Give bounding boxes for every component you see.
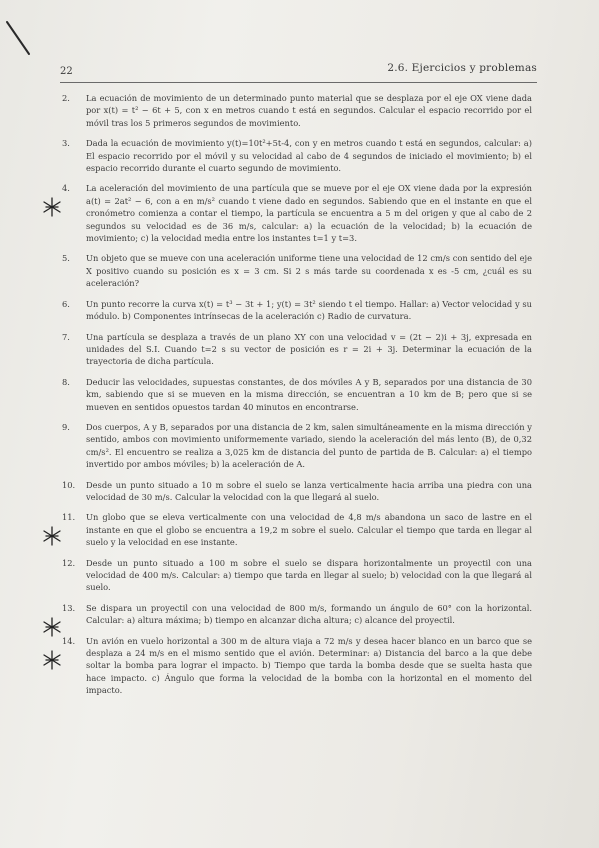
exercise-text: Dada la ecuación de movimiento y(t)=10t²+5t-4, con y en metros cuando t está en segundos, calcular: a) El espacio recorrido por el móvil y su velocidad al cabo de 4 segundos de iniciado el movimiento; b) el espacio recorrido durante el cuarto segundo de movimiento. <box>86 138 532 174</box>
exercise-item <box>62 557 532 594</box>
exercise-number: 5. <box>62 253 70 264</box>
exercise-item <box>62 137 532 174</box>
exercise-number: 8. <box>62 376 70 387</box>
star-mark-icon <box>42 525 62 547</box>
section-title: 2.6. Ejercicios y problemas <box>387 62 537 74</box>
exercise-number: 13. <box>62 602 76 613</box>
exercise-number: 3. <box>62 138 70 149</box>
exercise-number: 12. <box>62 557 76 568</box>
exercise-number: 4. <box>62 183 70 194</box>
exercise-item <box>62 421 532 471</box>
pen-stroke-mark <box>3 18 33 58</box>
exercise-item <box>62 511 532 548</box>
star-mark-icon <box>42 616 62 638</box>
exercise-number: 6. <box>62 298 70 309</box>
exercise-item <box>62 479 532 504</box>
exercise-number: 11. <box>62 512 76 523</box>
exercise-text: Un punto recorre la curva x(t) = t³ − 3t + 1; y(t) = 3t² siendo t el tiempo. Hallar: a) Vector velocidad y su módulo. b) Componentes intrínsecas de la aceleración c) Radio de curvatura. <box>86 298 532 322</box>
exercise-number: 14. <box>62 635 76 646</box>
exercise-number: 2. <box>62 93 70 103</box>
exercise-number: 9. <box>62 421 70 432</box>
exercise-text: Un objeto que se mueve con una aceleración uniforme tiene una velocidad de 12 cm/s con sentido del eje X positivo cuando su posición es x = 3 cm. Si 2 s más tarde su coordenada x es -5 cm, ¿cuál es su aceleración? <box>86 253 532 289</box>
exercise-text: Desde un punto situado a 100 m sobre el suelo se dispara horizontalmente un proyectil con una velocidad de 400 m/s. Calcular: a) tiempo que tarda en llegar al suelo; b) velocidad con la que llegará al suelo. <box>86 557 532 593</box>
star-mark-icon <box>42 196 62 218</box>
exercise-text: Una partícula se desplaza a través de un plano XY con una velocidad v = (2t − 2)i + 3j, expresada en unidades del S.I. Cuando t=2 s su vector de posición es r = 2i + 3j. Determinar la ecuación de la trayectoria de dicha partícula. <box>86 331 532 367</box>
exercise-number: 10. <box>62 479 76 490</box>
exercise-item <box>62 252 532 289</box>
exercise-text: Se dispara un proyectil con una velocidad de 800 m/s, formando un ángulo de 60° con la horizontal. Calcular: a) altura máxima; b) tiempo en alcanzar dicha altura; c) alcance del proyectil. <box>86 602 532 626</box>
exercise-text: Dos cuerpos, A y B, separados por una distancia de 2 km, salen simultáneamente en la misma dirección y sentido, ambos con movimiento uniformemente variado, siendo la aceleración del más lento (B), de 0,32 cm/s². El encuentro se realiza a 3,025 km de distancia del punto de partida de B. Calcular: a) el tiempo invertido por ambos móviles; b) la aceleración de A. <box>86 421 532 470</box>
exercise-text: Desde un punto situado a 10 m sobre el suelo se lanza verticalmente hacia arriba una piedra con una velocidad de 30 m/s. Calcular la velocidad con la que llegará al suelo. <box>86 479 532 502</box>
exercise-text: Un globo que se eleva verticalmente con una velocidad de 4,8 m/s abandona un saco de lastre en el instante en que el globo se encuentra a 19,2 m sobre el suelo. Calcular el tiempo que tarda en llegar al suelo y la velocidad en ese instante. <box>86 512 532 548</box>
exercise-item <box>62 635 532 697</box>
exercise-number: 7. <box>62 331 70 342</box>
exercise-item <box>62 376 532 413</box>
exercise-item <box>62 331 532 368</box>
page-number: 22 <box>60 66 73 77</box>
exercise-item <box>62 602 532 627</box>
exercise-text: Un avión en vuelo horizontal a 300 m de altura viaja a 72 m/s y desea hacer blanco en un barco que se desplaza a 24 m/s en el mismo sentido que el avión. Determinar: a) Distancia del barco a la que debe soltar la bomba para lograr el impacto. b) Tiempo que tarda la bomba desde que se suelta hasta que hace impacto. c) Ángulo que forma la velocidad de la bomba con la horizontal en el momento del impacto. <box>86 635 532 696</box>
exercise-text: Deducir las velocidades, supuestas constantes, de dos móviles A y B, separados por una distancia de 30 km, sabiendo que si se mueven en la misma dirección, se encuentran a 10 km de B; pero que si se mueven en sentidos opuestos tardan 40 minutos en encontrarse. <box>86 376 532 412</box>
exercise-item <box>62 182 532 244</box>
star-mark-icon <box>42 649 62 671</box>
exercise-list <box>62 92 532 705</box>
page-header <box>60 60 537 83</box>
exercise-item <box>62 298 532 323</box>
exercise-text: La ecuación de movimiento de un determinado punto material que se desplaza por el eje OX viene dada por x(t) = t² − 6t + 5, con x en metros cuando t está en segundos. Calcular el espacio recorrido por el móvil tras los 5 primeros segundos de movimiento. <box>86 93 532 128</box>
exercise-text: La aceleración del movimiento de una partícula que se mueve por el eje OX viene dada por la expresión a(t) = 2at² − 6, con a en m/s² cuando t viene dado en segundos. Sabiendo que en el instante en que el cronómetro comienza a contar el tiempo, la partícula se encuentra a 5 m del origen y que al cabo de 2 segundos su velocidad es de 36 m/s, calcular: a) la ecuación de la velocidad; b) la ecuación de movimiento; c) la velocidad media entre los instantes t=1 y t=3. <box>86 183 532 244</box>
exercise-item <box>62 92 532 129</box>
